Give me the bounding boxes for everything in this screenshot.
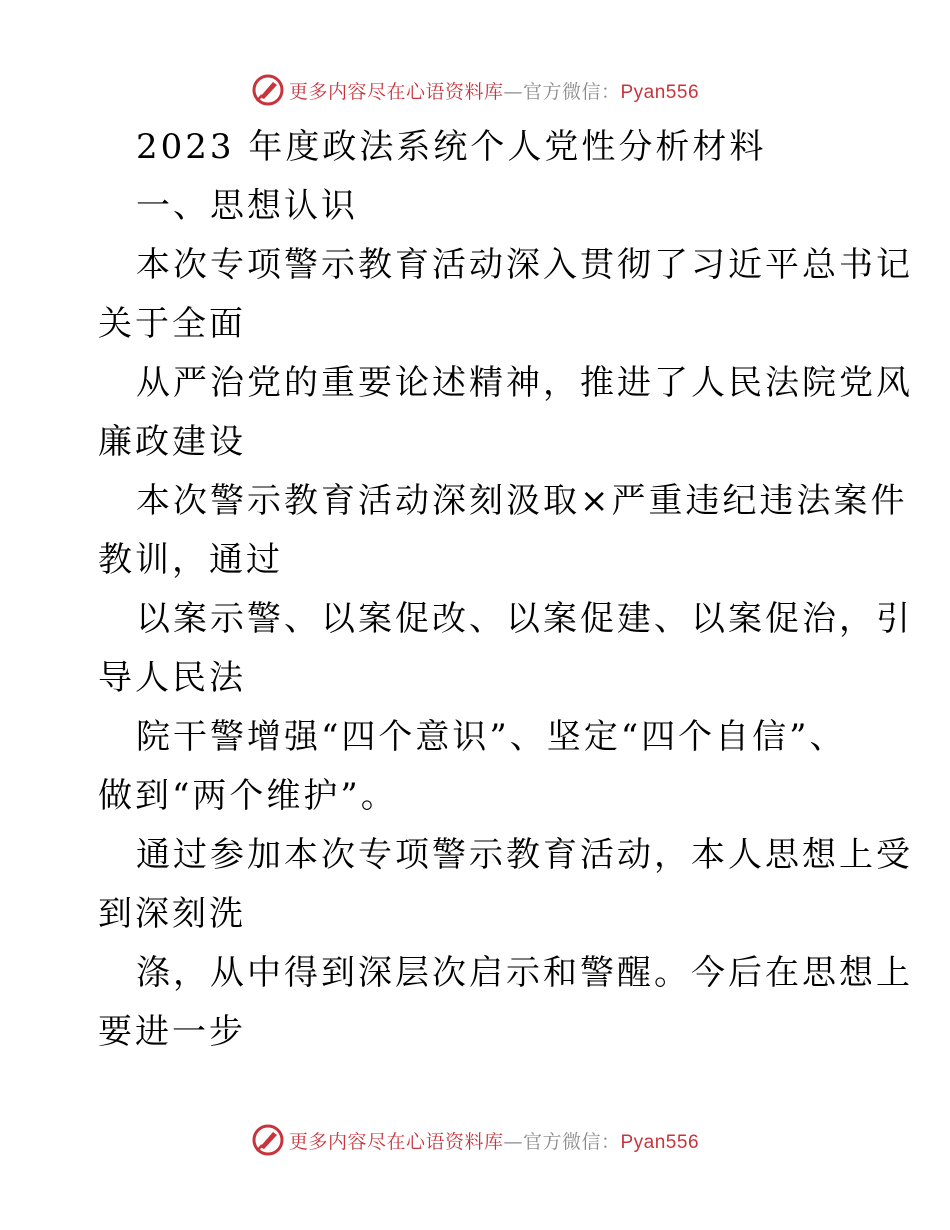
paragraph-line: 以案示警、以案促改、以案促建、以案促治，引 xyxy=(136,599,913,639)
paragraph-line: 做到“两个维护”。 xyxy=(98,776,398,816)
paragraph-line: 涤，从中得到深层次启示和警醒。今后在思想上 xyxy=(136,953,913,993)
watermark-dash: — xyxy=(503,80,523,103)
paragraph-line: 到深刻洗 xyxy=(98,894,246,934)
quill-logo-icon xyxy=(251,73,285,107)
paragraph-line: 教训，通过 xyxy=(98,540,283,580)
paragraph-line: 院干警增强“四个意识”、坚定“四个自信”、 xyxy=(136,717,847,757)
watermark-text xyxy=(289,1127,699,1154)
watermark-wechat-label: 官方微信： xyxy=(522,1130,621,1153)
watermark-text xyxy=(289,77,699,104)
watermark-wechat-id: Pyan556 xyxy=(620,1131,700,1153)
document-title: 2023 年度政法系统个人党性分析材料 xyxy=(136,127,767,167)
watermark-wechat-label: 官方微信： xyxy=(522,80,621,103)
watermark-prefix: 更多内容尽在心语资料库 xyxy=(288,80,504,103)
paragraph-line: 本次警示教育活动深刻汲取×严重违纪违法案件 xyxy=(136,481,908,521)
paragraph-line: 通过参加本次专项警示教育活动，本人思想上受 xyxy=(136,835,913,875)
paragraph-line: 要进一步 xyxy=(98,1012,246,1052)
paragraph-line: 从严治党的重要论述精神，推进了人民法院党风 xyxy=(136,363,913,403)
paragraph-line: 廉政建设 xyxy=(98,422,246,462)
paragraph-line: 关于全面 xyxy=(98,304,246,344)
watermark-wechat-id: Pyan556 xyxy=(620,81,700,103)
watermark-dash: — xyxy=(503,1130,523,1153)
quill-logo-icon xyxy=(251,1123,285,1157)
document-body xyxy=(98,118,913,1062)
paragraph-line: 本次专项警示教育活动深入贯彻了习近平总书记 xyxy=(136,245,913,285)
paragraph-line: 导人民法 xyxy=(98,658,246,698)
section-heading: 一、思想认识 xyxy=(136,186,358,226)
footer-watermark-banner xyxy=(0,1120,950,1160)
watermark-prefix: 更多内容尽在心语资料库 xyxy=(288,1130,504,1153)
header-watermark-banner xyxy=(0,70,950,110)
